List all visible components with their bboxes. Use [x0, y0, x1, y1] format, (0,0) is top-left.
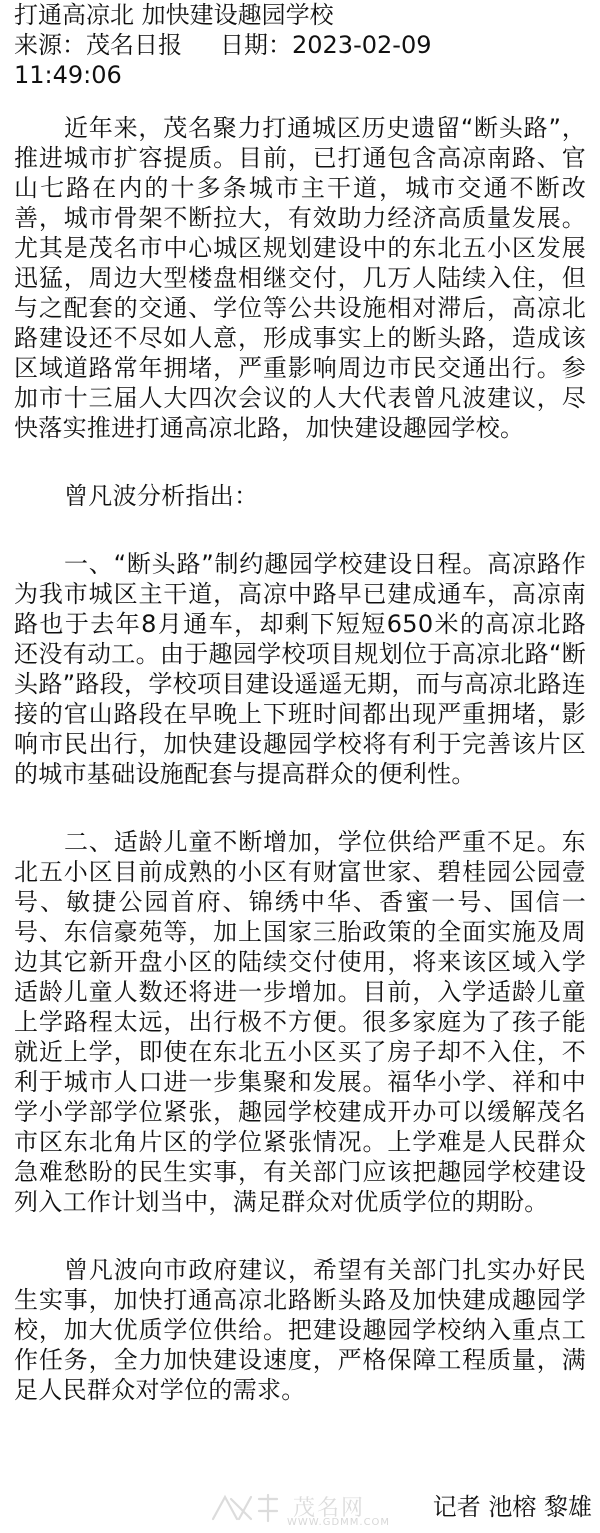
- article-title: 打通高凉北 加快建设趣园学校: [14, 1, 334, 29]
- date-label: 日期：: [220, 31, 292, 59]
- article-paragraph: 近年来，茂名聚力打通城区历史遗留“断头路”，推进城市扩容提质。目前，已打通包含高凉南路、官山七路在内的十多条城市主干道，城市交通不断改善，城市骨架不断拉大，有效助力经济高质量发展。尤其是茂名市中心城区规划建设中的东北五小区发展迅猛，周边大型楼盘相继交付，几万人陆续入住，但与之配套的交通、学位等公共设施相对滞后，高凉北路建设还不尽如人意，形成事实上的断头路，造成该区域道路常年拥堵，严重影响周边市民交通出行。参加市十三届人大四次会议的人大代表曾凡波建议，尽快落实推进打通高凉北路，加快建设趣园学校。: [14, 114, 586, 442]
- article-paragraph: 一、“断头路”制约趣园学校建设日程。高凉路作为我市城区主干道，高凉中路早已建成通车，高凉南路也于去年8月通车，却剩下短短650米的高凉北路还没有动工。由于趣园学校项目规划位于高凉北路“断头路”路段，学校项目建设遥遥无期，而与高凉北路连接的官山路段在早晚上下班时间都出现严重拥堵，影响市民出行，加快建设趣园学校将有利于完善该片区的城市基础设施配套与提高群众的便利性。: [14, 550, 586, 788]
- watermark-logo: [205, 1491, 435, 1525]
- article-byline: 记者 池榕 黎雄: [432, 1493, 592, 1521]
- publish-time: 11:49:06: [14, 61, 122, 89]
- article-paragraph: 曾凡波分析指出：: [64, 482, 259, 510]
- article-header: [14, 0, 594, 90]
- article-body: [14, 113, 586, 1443]
- article-paragraph: 二、适龄儿童不断增加，学位供给严重不足。东北五小区目前成熟的小区有财富世家、碧桂园公园壹号、敏捷公园首府、锦绣中华、香蜜一号、国信一号、东信豪苑等，加上国家三胎政策的全面实施及周边其它新开盘小区的陆续交付使用，将来该区域入学适龄儿童人数还将进一步增加。目前，入学适龄儿童上学路程太远，出行极不方便。很多家庭为了孩子能就近上学，即使在东北五小区买了房子却不入住，不利于城市人口进一步集聚和发展。福华小学、祥和中学小学部学位紧张，趣园学校建成开办可以缓解茂名市区东北角片区的学位紧张情况。上学难是人民群众急难愁盼的民生实事，有关部门应该把趣园学校建设列入工作计划当中，满足群众对优质学位的期盼。: [14, 828, 586, 1216]
- source-label: 来源：: [14, 31, 86, 59]
- article-meta: [14, 30, 594, 60]
- site-watermark: [205, 1487, 435, 1533]
- source-name: 茂名日报: [86, 31, 182, 59]
- watermark-brand: 茂名网: [293, 1496, 366, 1521]
- article-paragraph: 曾凡波向市政府建议，希望有关部门扎实办好民生实事，加快打通高凉北路断头路及加快建成趣园学校，加大优质学位供给。把建设趣园学校纳入重点工作任务，全力加快建设速度，严格保障工程质量，满足人民群众对学位的需求。: [14, 1256, 586, 1404]
- publish-date: 2023-02-09: [292, 31, 432, 59]
- watermark-url: WWW.GDMM.COM: [287, 1517, 391, 1528]
